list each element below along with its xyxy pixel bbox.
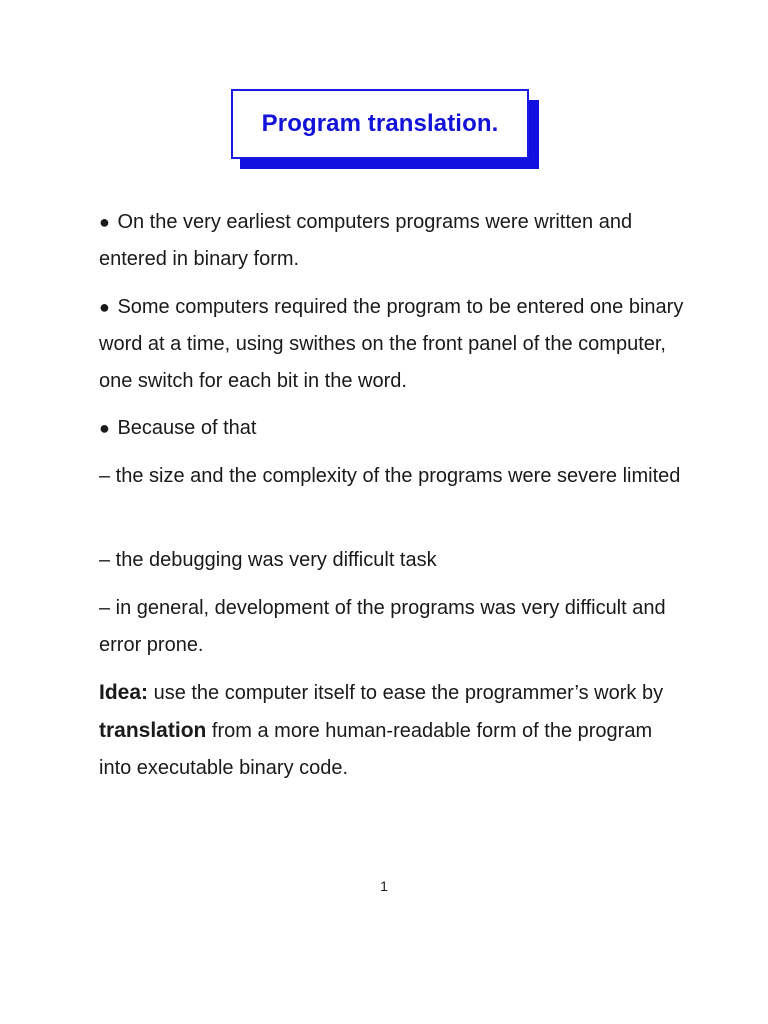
title-frame (231, 89, 527, 157)
paragraph-text: On the very earliest computers programs were written and entered in binary form. (99, 211, 633, 270)
page-number: 1 (380, 878, 388, 894)
dash-item-1: – the size and the complexity of the programs were severe limited (99, 465, 681, 487)
bullet-icon: ● (99, 297, 110, 317)
page-title: Program translation. (261, 110, 499, 137)
bullet-icon: ● (99, 418, 110, 438)
idea-strong-term: translation (99, 719, 207, 742)
bullet-paragraph-1 (99, 204, 689, 278)
idea-text-1: use the computer itself to ease the programmer’s work by (148, 682, 664, 704)
paragraph-text: Because of that (117, 417, 257, 439)
idea-text-2: from a more human-readable form of the program into executable binary code. (99, 720, 653, 779)
bullet-icon: ● (99, 212, 110, 232)
bullet-paragraph-3 (99, 410, 256, 447)
dash-item-3: – in general, development of the programs was very difficult and error prone. (99, 597, 666, 656)
idea-paragraph (99, 674, 689, 787)
title-box (231, 89, 529, 159)
paragraph-text: Some computers required the program to be entered one binary word at a time, using swithes on the front panel of the computer, one switch for each bit in the word. (99, 296, 684, 392)
dash-item-2: – the debugging was very difficult task (99, 549, 437, 571)
bullet-paragraph-2 (99, 289, 689, 400)
idea-label: Idea: (99, 681, 149, 704)
